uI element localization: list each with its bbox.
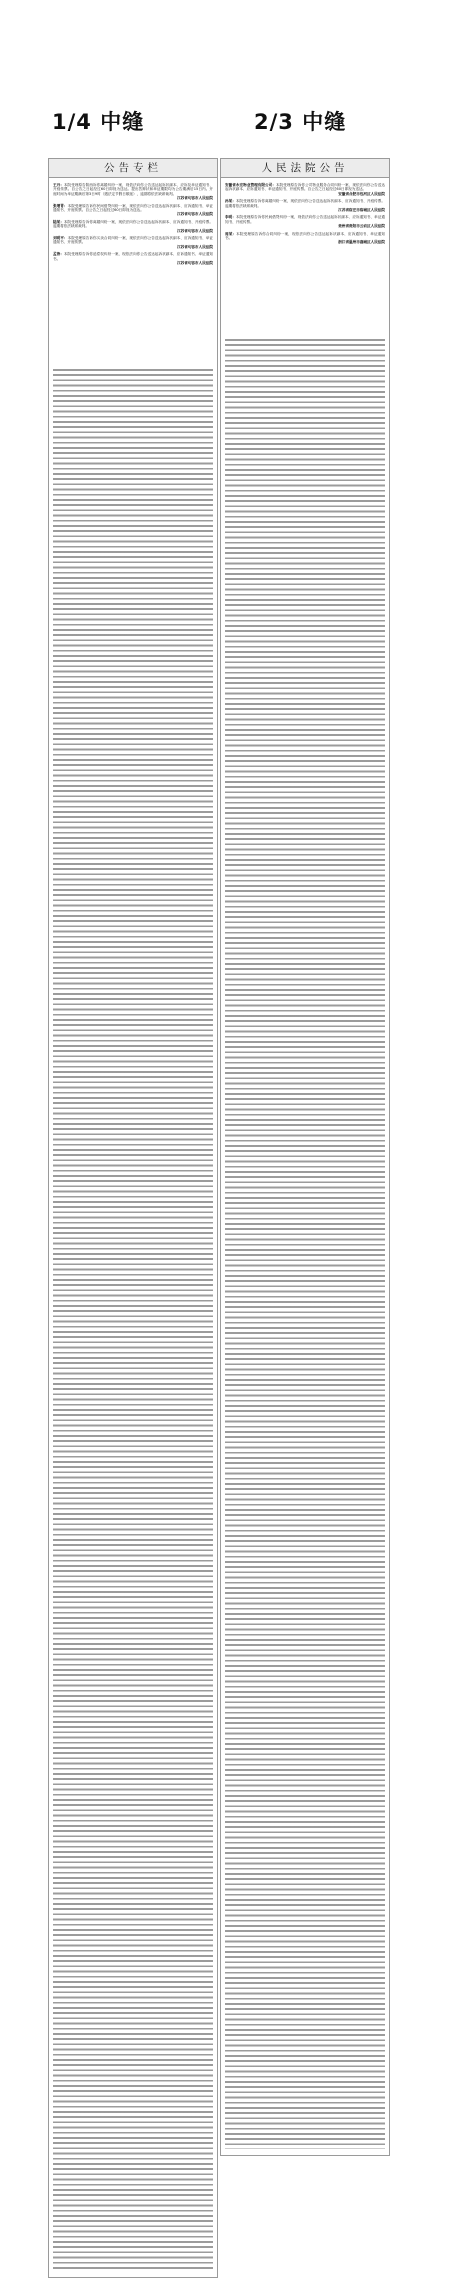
notice-court: 江苏省句容市人民法院 [177, 261, 213, 266]
announcement-column-left [48, 158, 218, 2278]
notice-addressee: 张增青： [53, 203, 68, 208]
notice-court: 江苏省句容市人民法院 [177, 228, 213, 233]
notice-body: 本院受理原告陕西诉你离婚纠纷一案，现依法向你公告送达起诉状副本、应诉及举证通知书、开庭传票。自公告之日起经过60日即视为送达。提出答辩状和举证期限均为公告期满后15日内。开庭时间为举证期满后第3日9时（遇法定节假日顺延），逾期将依法缺席裁判。 [53, 183, 214, 196]
notice-addressee: 陆某： [53, 219, 64, 224]
notice-addressee: 刘明平： [53, 236, 68, 241]
column-header: 公告专栏 [49, 159, 217, 178]
notice [53, 183, 213, 201]
notice-court: 江苏省句容市人民法院 [177, 212, 213, 217]
notice-body: 本院受理原告诉你民间借贷纠纷一案，现依法向你公告送达起诉状副本、应诉通知书、举证通知书、开庭传票。自公告之日起经过60日即视为送达。 [53, 203, 214, 213]
dense-text-area [53, 369, 213, 2271]
notice [53, 220, 213, 233]
notice-body: 本院受理原告诉你公司物业服务合同纠纷一案，现依法向你公告送达起诉状副本、应诉通知书、举证通知书、开庭传票。自公告之日起经过60日即视为送达。 [225, 183, 386, 192]
notice-body: 本院受理原告诉你民间借贷纠纷一案，现依法向你公告送达起诉状副本、应诉通知书、举证通知书、开庭传票。 [225, 215, 386, 224]
notice [53, 204, 213, 217]
notice-court: 浙江省温州市鹿城区人民法院 [338, 240, 385, 245]
notice-list [225, 183, 385, 248]
notice-addressee: 周某： [225, 231, 237, 236]
notice-body: 本院受理原告诉你追偿权纠纷一案，现依法向你公告送达起诉状副本、应诉通知书、举证通知书。 [53, 252, 214, 261]
right-fold-title: 2/3 中缝 [254, 110, 347, 134]
notice-addressee: 王丹： [53, 183, 64, 187]
notice [225, 183, 385, 196]
notice-body: 本院受理原告诉你离婚纠纷一案，现依法向你公告送达起诉状副本、应诉通知书、开庭传票。逾期将依法缺席裁判。 [225, 199, 386, 208]
announcement-column-right [220, 158, 390, 2156]
notice-list [53, 183, 213, 269]
notice [225, 232, 385, 245]
notice-court: 江苏省宿迁市宿城区人民法院 [338, 208, 385, 213]
notice-addressee: 安徽省永宏物业管理有限公司： [225, 183, 276, 187]
notice-body: 本院受理原告诉你离婚纠纷一案，现依法向你公告送达起诉状副本、应诉通知书、开庭传票。逾期将依法缺席裁判。 [53, 219, 214, 229]
small-print-lines [225, 339, 385, 2149]
notice [53, 236, 213, 249]
left-fold-title: 1/4 中缝 [52, 110, 145, 134]
notice-body: 本院受理原告诉你买卖合同纠纷一案，现依法向你公告送达起诉状副本、应诉通知书、举证通知书、开庭传票。 [53, 236, 214, 245]
column-header: 人民法院公告 [221, 159, 389, 178]
dense-text-area [225, 339, 385, 2149]
notice-addressee: 孙某： [225, 199, 236, 204]
notice-court: 江苏省句容市人民法院 [177, 196, 213, 201]
notice-addressee: 李明： [225, 215, 236, 220]
notice-body: 本院受理原告诉你合同纠纷一案，现依法向你公告送达起诉状副本、应诉通知书、举证通知书。 [225, 231, 385, 241]
small-print-lines [53, 369, 213, 2271]
notice [225, 215, 385, 228]
notice-court: 贵州省贵阳市云岩区人民法院 [338, 224, 385, 229]
notice-court: 安徽省合肥市包河区人民法院 [338, 191, 385, 196]
notice [53, 252, 213, 265]
notice [225, 199, 385, 212]
notice-addressee: 孟涛： [53, 252, 64, 257]
notice-court: 江苏省句容市人民法院 [177, 244, 213, 249]
